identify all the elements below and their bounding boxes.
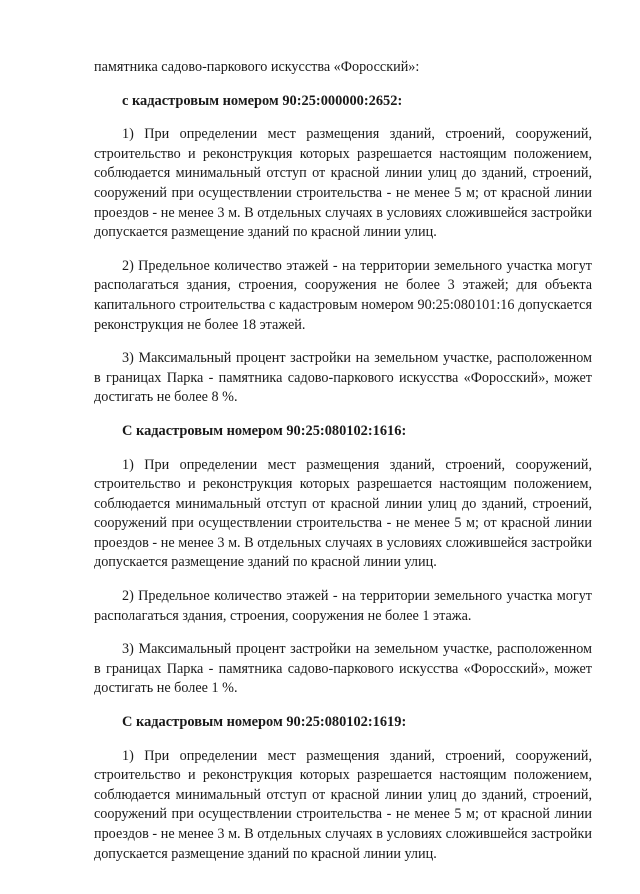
intro-line: памятника садово-паркового искусства «Форосский»: [94, 59, 420, 75]
section-1616 [94, 422, 592, 699]
paragraph: 2) Предельное количество этажей - на территории земельного участка могут располагаться здания, строения, сооружения не более 1 этажа. [94, 588, 592, 624]
document-page [94, 58, 592, 878]
section-2652 [94, 92, 592, 408]
paragraph: 1) При определении мест размещения зданий, строений, сооружений, строительство и реконструкция которых разрешается настоящим положением, соблюдается минимальный отступ от красной линии улиц до зданий, строений, сооружений при осуществлении строительства - не менее 5 м; от красной линии проездов - не менее 3 м. В отдельных случаях в условиях сложившейся застройки допускается размещение зданий по красной линии улиц. [94, 456, 592, 571]
section-heading: с кадастровым номером 90:25:000000:2652: [122, 92, 403, 109]
section-1619 [94, 713, 592, 864]
section-heading: С кадастровым номером 90:25:080102:1616: [122, 422, 407, 439]
section-heading: С кадастровым номером 90:25:080102:1619: [122, 714, 407, 731]
paragraph: 1) При определении мест размещения зданий, строений, сооружений, строительство и реконструкция которых разрешается настоящим положением, соблюдается минимальный отступ от красной линии улиц до зданий, строений, сооружений при осуществлении строительства - не менее 5 м; от красной линии проездов - не менее 3 м. В отдельных случаях в условиях сложившейся застройки допускается размещение зданий по красной линии улиц. [94, 747, 592, 862]
paragraph: 3) Максимальный процент застройки на земельном участке, расположенном в границах Парка - памятника садово-паркового искусства «Форосский», может достигать не более 8 %. [94, 350, 592, 406]
paragraph: 1) При определении мест размещения зданий, строений, сооружений, строительство и реконструкция которых разрешается настоящим положением, соблюдается минимальный отступ от красной линии улиц до зданий, строений, сооружений при осуществлении строительства - не менее 5 м; от красной линии проездов - не менее 3 м. В отдельных случаях в условиях сложившейся застройки допускается размещение зданий по красной линии улиц. [94, 126, 592, 241]
paragraph: 3) Максимальный процент застройки на земельном участке, расположенном в границах Парка - памятника садово-паркового искусства «Форосский», может достигать не более 1 %. [94, 641, 592, 697]
paragraph: 2) Предельное количество этажей - на территории земельного участка могут располагаться здания, строения, сооружения не более 3 этажей; для объекта капитального строительства с кадастровым номером 90:25:080101:16 допускается реконструкция не более 18 этажей. [94, 257, 592, 333]
